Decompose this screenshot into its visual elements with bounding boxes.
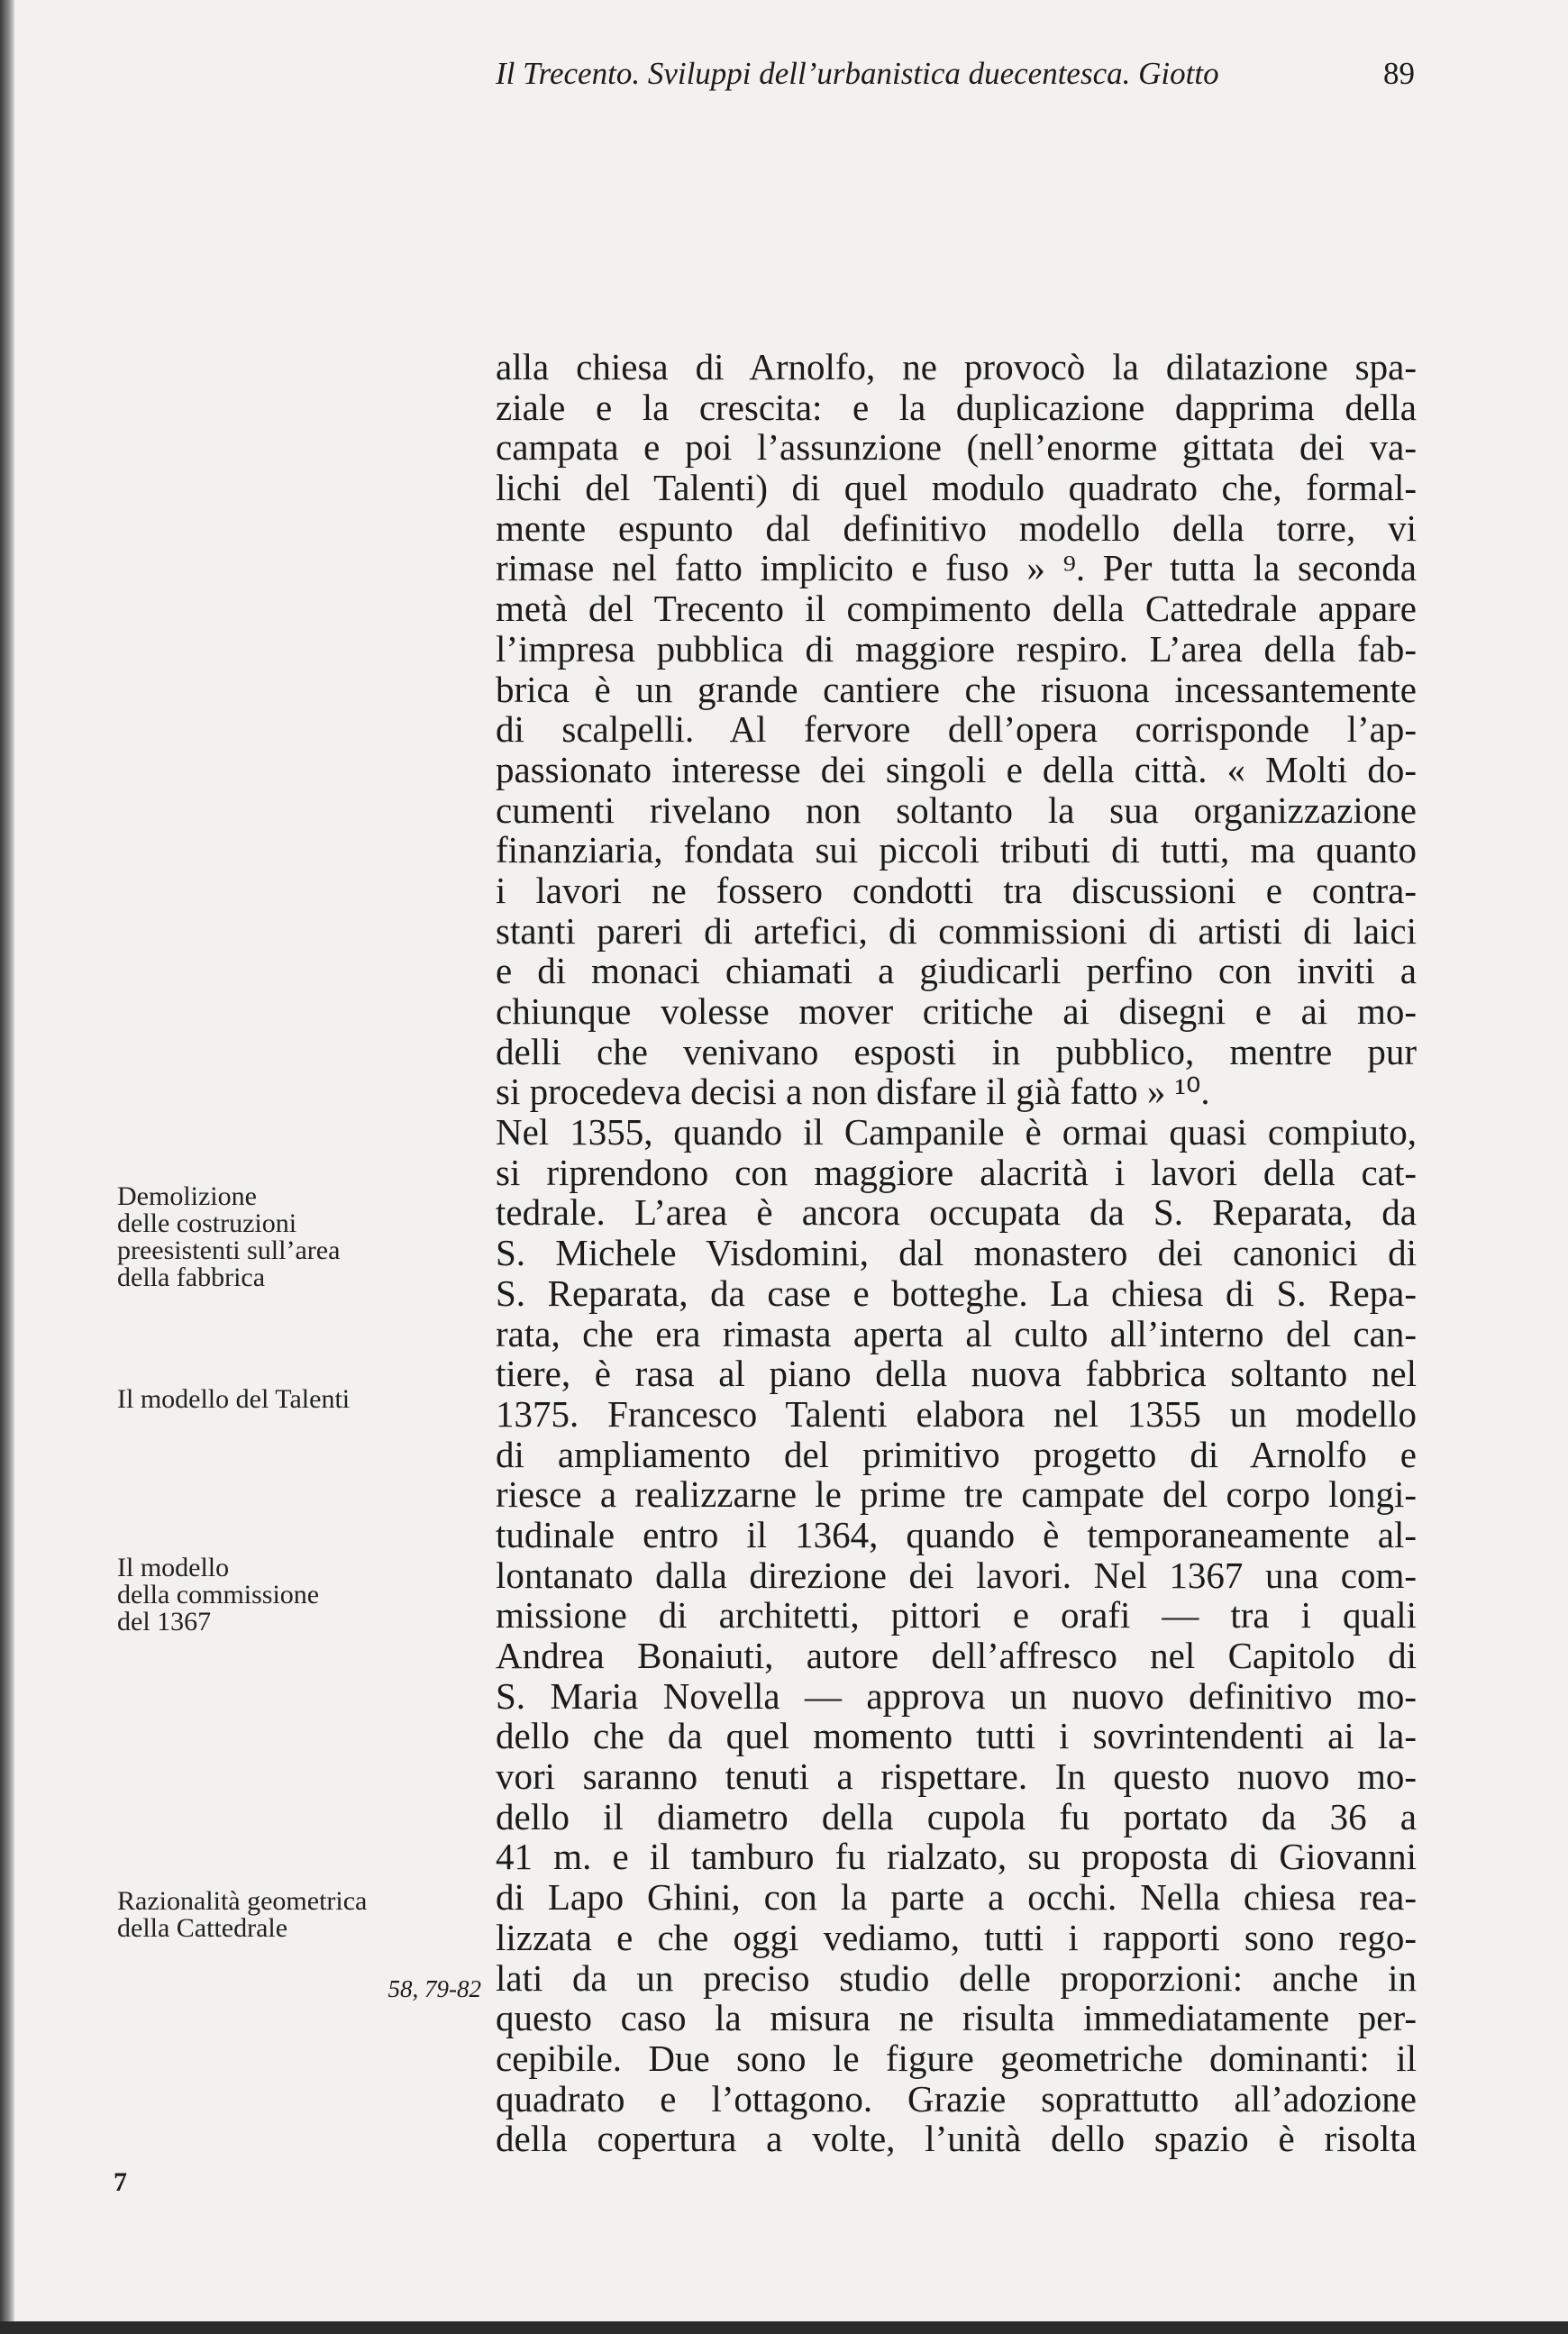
body-line: tiere, è rasa al piano della nuova fabbrica soltanto nel: [496, 1353, 1417, 1395]
body-line: delli che venivano esposti in pubblico, mentre pur: [496, 1030, 1417, 1072]
body-line: l’impresa pubblica di maggiore respiro. L’area della fab-: [496, 627, 1417, 670]
body-line: campata e poi l’assunzione (nell’enorme gittata dei va-: [496, 426, 1417, 469]
body-line: S. Maria Novella — approva un nuovo definitivo mo-: [496, 1674, 1417, 1717]
body-line: cumenti rivelano non soltanto la sua organizzazione: [496, 789, 1417, 831]
margin-note-line: Il modello: [117, 1553, 230, 1582]
body-line: si procedeva decisi a non disfare il già fatto » ¹⁰.: [496, 1071, 1210, 1113]
body-text: [496, 347, 1417, 2159]
body-line: di ampliamento del primitivo progetto di Arnolfo e: [496, 1433, 1417, 1475]
body-line: si riprendono con maggiore alacrità i lavori della cat-: [496, 1151, 1417, 1193]
body-line: chiunque volesse mover critiche ai disegni e ai mo-: [496, 990, 1417, 1032]
body-line: 1375. Francesco Talenti elabora nel 1355 un modello: [496, 1392, 1417, 1435]
body-line: 41 m. e il tamburo fu rialzato, su proposta di Giovanni: [496, 1836, 1417, 1878]
body-line: tudinale entro il 1364, quando è temporaneamente al-: [496, 1513, 1417, 1555]
body-line: Nel 1355, quando il Campanile è ormai quasi compiuto,: [496, 1111, 1417, 1153]
body-line: lati da un preciso studio delle proporzioni: anche in: [496, 1956, 1417, 1999]
body-line: e di monaci chiamati a giudicarli perfino con inviti a: [496, 950, 1417, 992]
figure-reference: 58, 79-82: [387, 1975, 481, 2002]
body-line: quadrato e l’ottagono. Grazie soprattutto all’adozione: [496, 2077, 1417, 2120]
margin-note-commissione: [117, 1554, 460, 1636]
body-line: di Lapo Ghini, con la parte a occhi. Nella chiesa rea-: [496, 1876, 1417, 1919]
margin-note-line: delle costruzioni: [117, 1208, 297, 1238]
body-line: di scalpelli. Al fervore dell’opera corrisponde l’ap-: [496, 708, 1417, 751]
body-line: dello che da quel momento tutti i sovrintendenti ai la-: [496, 1715, 1417, 1757]
body-line: cepibile. Due sono le figure geometriche dominanti: il: [496, 2037, 1417, 2079]
margin-note-line: della fabbrica: [117, 1263, 266, 1292]
body-line: dello il diametro della cupola fu portato da 36 a: [496, 1795, 1417, 1837]
body-line: i lavori ne fossero condotti tra discussioni e contra-: [496, 869, 1417, 911]
margin-note-line: Il modello del Talenti: [117, 1384, 351, 1414]
body-line: lontanato dalla direzione dei lavori. Nel 1367 una com-: [496, 1554, 1417, 1596]
body-line: stanti pareri di artefici, di commissioni di artisti di laici: [496, 909, 1417, 952]
body-line: questo caso la misura ne risulta immediatamente per-: [496, 1997, 1417, 2039]
margin-note-line: Demolizione: [117, 1181, 257, 1211]
body-line: finanziaria, fondata sui piccoli tributi di tutti, ma quanto: [496, 829, 1417, 871]
body-line: Andrea Bonaiuti, autore dell’affresco nel Capitolo di: [496, 1635, 1417, 1676]
body-line: vori saranno tenuti a rispettare. In questo nuovo mo-: [496, 1755, 1417, 1798]
page-number: 89: [1383, 56, 1415, 91]
body-line: mente espunto dal definitivo modello della torre, vi: [496, 506, 1417, 549]
body-line: S. Michele Visdomini, dal monastero dei canonici di: [496, 1232, 1417, 1274]
margin-note-line: della Cattedrale: [117, 1913, 288, 1943]
running-title: Il Trecento. Sviluppi dell’urbanistica duecentesca. Giotto: [496, 56, 1219, 91]
body-line: metà del Trecento il compimento della Cattedrale appare: [496, 588, 1417, 630]
body-line: S. Reparata, da case e botteghe. La chiesa di S. Repa-: [496, 1272, 1417, 1314]
binding-shadow: [0, 0, 14, 2334]
margin-note-line: della commissione: [117, 1580, 320, 1609]
body-line: passionato interesse dei singoli e della città. « Molti do-: [496, 748, 1417, 790]
margin-note-razionalita: [117, 1888, 460, 1942]
margin-note-talenti: [117, 1386, 460, 1413]
body-line: tedrale. L’area è ancora occupata da S. Reparata, da: [496, 1191, 1417, 1234]
scan-edge: [0, 2321, 1568, 2334]
margin-note-line: del 1367: [117, 1607, 212, 1637]
body-line: ziale e la crescita: e la duplicazione dapprima della: [496, 386, 1417, 428]
body-line: missione di architetti, pittori e orafi — tra i quali: [496, 1594, 1417, 1637]
body-line: rata, che era rimasta aperta al culto all’interno del can-: [496, 1312, 1417, 1354]
margin-note-line: Razionalità geometrica: [117, 1886, 368, 1916]
margin-note-demolizione: [117, 1183, 460, 1291]
body-line: riesce a realizzarne le prime tre campate del corpo longi-: [496, 1473, 1417, 1516]
body-line: brica è un grande cantiere che risuona incessantemente: [496, 668, 1417, 710]
body-line: rimase nel fatto implicito e fuso » ⁹. Per tutta la seconda: [496, 547, 1417, 589]
body-line: della copertura a volte, l’unità dello spazio è risolta: [496, 2118, 1417, 2160]
body-line: alla chiesa di Arnolfo, ne provocò la dilatazione spa-: [496, 346, 1417, 387]
signature-mark: 7: [114, 2167, 127, 2197]
body-line: lichi del Talenti) di quel modulo quadrato che, formal-: [496, 467, 1417, 509]
margin-note-line: preesistenti sull’area: [117, 1235, 341, 1265]
body-line: lizzata e che oggi vediamo, tutti i rapporti sono rego-: [496, 1916, 1417, 1958]
